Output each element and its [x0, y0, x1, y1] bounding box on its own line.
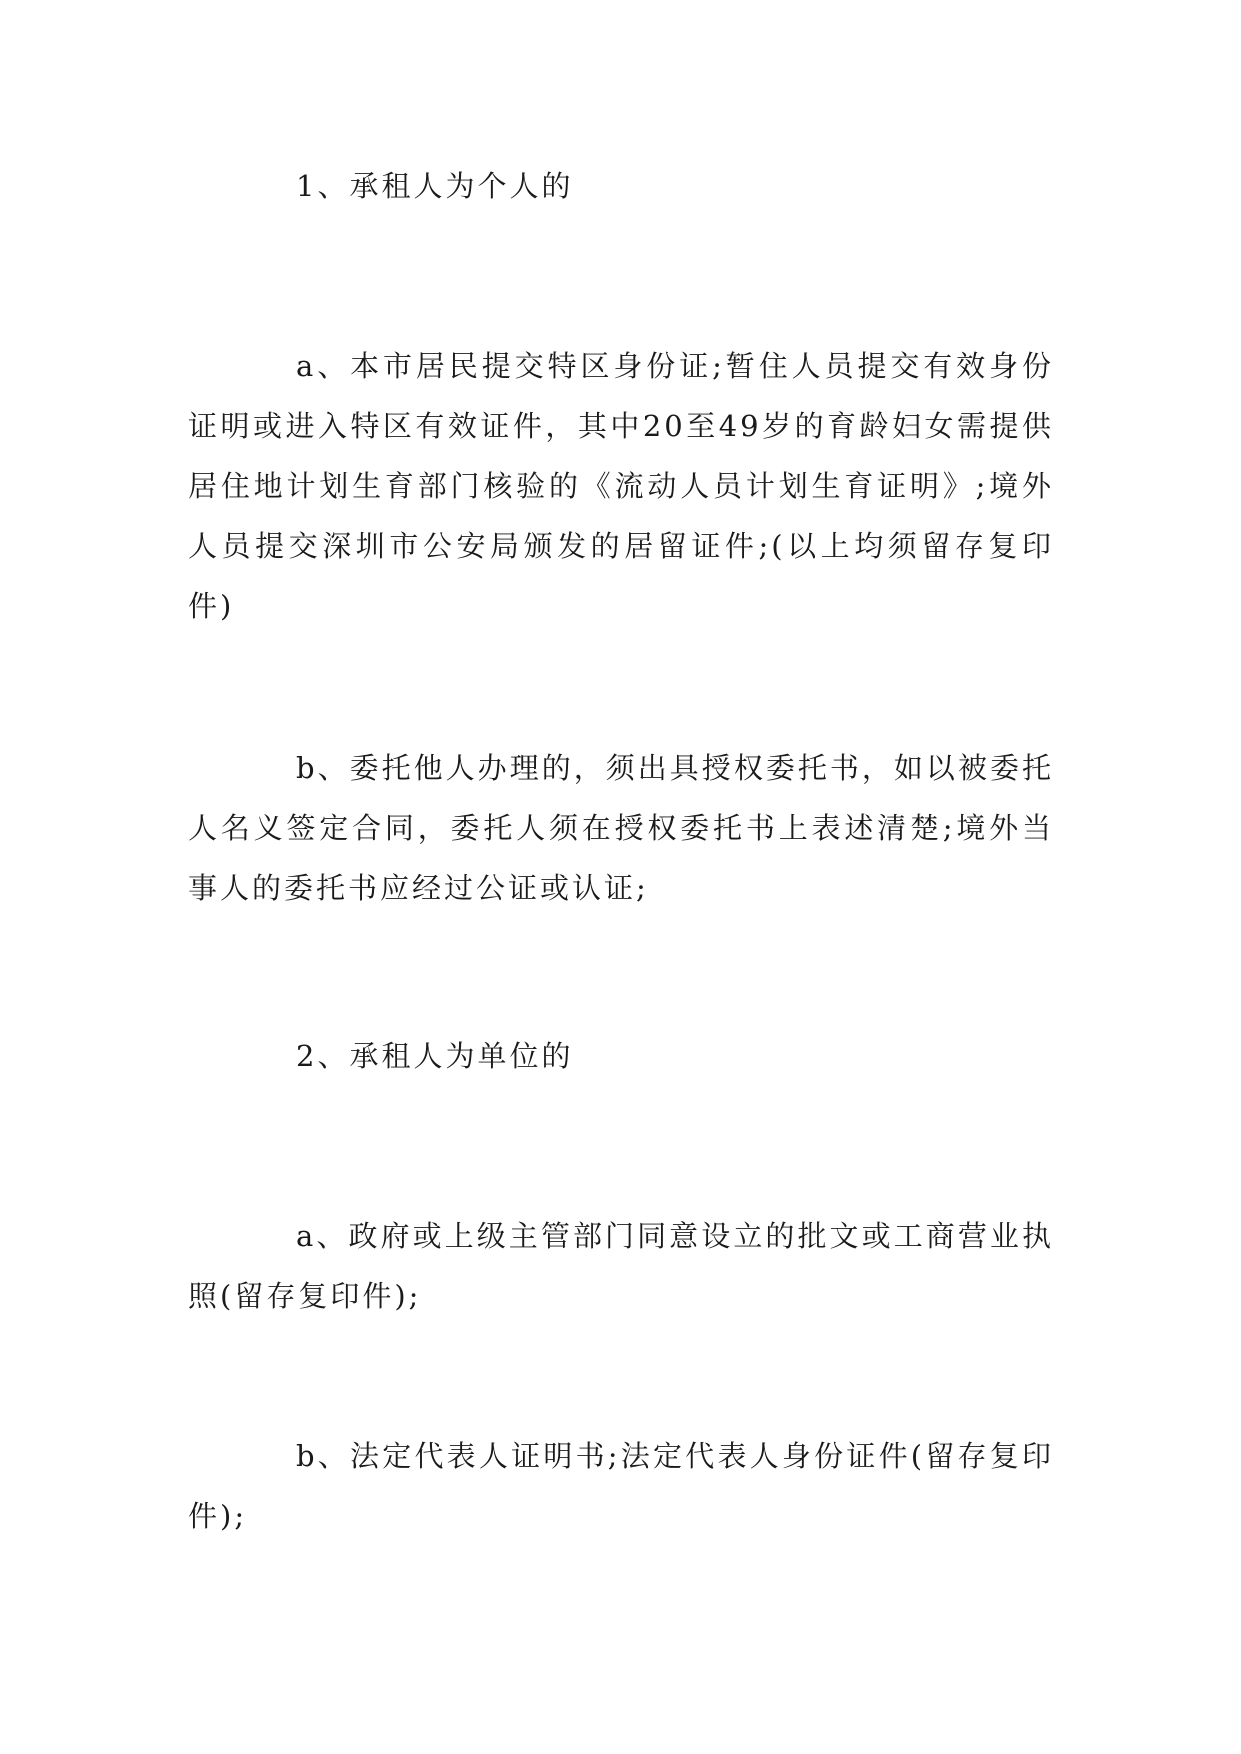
paragraph-individual-b: b、委托他人办理的，须出具授权委托书，如以被委托人名义签定合同，委托人须在授权委托书上表述清楚;境外当事人的委托书应经过公证或认证;	[188, 751, 1054, 905]
section-heading-individual: 1、承租人为个人的	[296, 169, 574, 203]
paragraph-organization-b: b、法定代表人证明书;法定代表人身份证件(留存复印件);	[188, 1439, 1054, 1533]
paragraph-individual-a: a、本市居民提交特区身份证;暂住人员提交有效身份证明或进入特区有效证件，其中20至49岁的育龄妇女需提供居住地计划生育部门核验的《流动人员计划生育证明》;境外人员提交深圳市公安局颁发的居留证件;(以上均须留存复印件)	[188, 349, 1054, 623]
paragraph-organization-a: a、政府或上级主管部门同意设立的批文或工商营业执照(留存复印件);	[188, 1219, 1054, 1313]
section-heading-organization: 2、承租人为单位的	[296, 1039, 574, 1073]
